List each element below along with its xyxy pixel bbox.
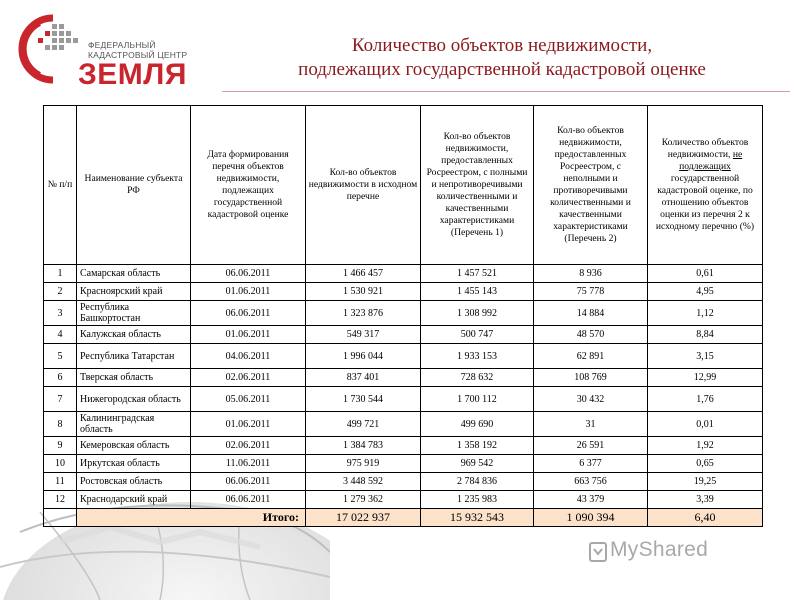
- cell-pct: 3,39: [648, 491, 763, 509]
- cell-subject: Калининградская область: [77, 412, 191, 437]
- total-pct: 6,40: [648, 509, 763, 527]
- cell-num: 12: [44, 491, 77, 509]
- cell-subject: Кемеровская область: [77, 437, 191, 455]
- cell-initial: 1 730 544: [306, 387, 421, 412]
- cell-subject: Ростовская область: [77, 473, 191, 491]
- cell-list1: 1 933 153: [421, 344, 534, 369]
- logo-wordmark: ЗЕМЛЯ: [78, 58, 187, 91]
- table-row: [44, 437, 763, 455]
- cell-list1: 1 358 192: [421, 437, 534, 455]
- total-blank-cell: [44, 509, 77, 527]
- cell-list2: 26 591: [534, 437, 648, 455]
- cell-subject: Нижегородская область: [77, 387, 191, 412]
- cell-date: 06.06.2011: [191, 473, 306, 491]
- cadastral-table: [43, 105, 763, 527]
- header-pct-underlined: не подлежащих: [679, 149, 743, 172]
- cell-initial: 3 448 592: [306, 473, 421, 491]
- table-row: [44, 326, 763, 344]
- header-list1: Кол-во объектов недвижимости, предоставленных Росреестром, с полными и непротиворечивыми количественными и качественными характеристиками (Перечень 1): [421, 106, 534, 265]
- cell-num: 4: [44, 326, 77, 344]
- cell-date: 01.06.2011: [191, 326, 306, 344]
- cell-num: 2: [44, 283, 77, 301]
- cell-initial: 549 317: [306, 326, 421, 344]
- header-pct-part1: Количество объектов недвижимости,: [661, 137, 749, 160]
- cell-date: 06.06.2011: [191, 301, 306, 326]
- cell-list2: 48 570: [534, 326, 648, 344]
- table-row: [44, 491, 763, 509]
- header-pct-part2: государственной кадастровой оценке, по отношению объектов оценки из перечня 2 к исходному перечню (%): [655, 173, 755, 232]
- cell-num: 10: [44, 455, 77, 473]
- cell-list2: 8 936: [534, 265, 648, 283]
- cell-num: 1: [44, 265, 77, 283]
- cell-num: 9: [44, 437, 77, 455]
- cell-num: 7: [44, 387, 77, 412]
- header-list2: Кол-во объектов недвижимости, предоставленных Росреестром, с неполными и противоречивыми количественными и качественными характеристиками (Перечень 2): [534, 106, 648, 265]
- cell-pct: 0,61: [648, 265, 763, 283]
- cell-list2: 6 377: [534, 455, 648, 473]
- table-row: [44, 265, 763, 283]
- cell-list2: 108 769: [534, 369, 648, 387]
- cell-subject: Краснодарский край: [77, 491, 191, 509]
- cell-subject: Иркутская область: [77, 455, 191, 473]
- cell-list1: 500 747: [421, 326, 534, 344]
- cell-pct: 8,84: [648, 326, 763, 344]
- cell-initial: 1 996 044: [306, 344, 421, 369]
- logo-line2: КАДАСТРОВЫЙ ЦЕНТР: [88, 50, 188, 60]
- cell-list1: 2 784 836: [421, 473, 534, 491]
- cell-date: 11.06.2011: [191, 455, 306, 473]
- table-body: [44, 265, 763, 527]
- title-divider: [222, 91, 790, 92]
- header-num: № п/п: [44, 106, 77, 265]
- title-line2: подлежащих государственной кадастровой оценке: [298, 59, 706, 80]
- cell-list1: 728 632: [421, 369, 534, 387]
- cell-list2: 31: [534, 412, 648, 437]
- cell-initial: 975 919: [306, 455, 421, 473]
- cell-num: 8: [44, 412, 77, 437]
- cell-pct: 0,01: [648, 412, 763, 437]
- total-list2: 1 090 394: [534, 509, 648, 527]
- total-list1: 15 932 543: [421, 509, 534, 527]
- header-date: Дата формирования перечня объектов недвижимости, подлежащих государственной кадастровой оценке: [191, 106, 306, 265]
- header-initial: Кол-во объектов недвижимости в исходном перечне: [306, 106, 421, 265]
- cell-list2: 43 379: [534, 491, 648, 509]
- cell-pct: 4,95: [648, 283, 763, 301]
- cell-list1: 1 308 992: [421, 301, 534, 326]
- total-label: Итого:: [77, 509, 306, 527]
- cell-initial: 1 323 876: [306, 301, 421, 326]
- cell-subject: Калужская область: [77, 326, 191, 344]
- cell-initial: 1 466 457: [306, 265, 421, 283]
- page-title: [222, 34, 782, 82]
- cell-initial: 499 721: [306, 412, 421, 437]
- cell-subject: Самарская область: [77, 265, 191, 283]
- cell-list2: 14 884: [534, 301, 648, 326]
- table-total-row: [44, 509, 763, 527]
- header-subject: Наименование субъекта РФ: [77, 106, 191, 265]
- cell-date: 06.06.2011: [191, 491, 306, 509]
- cell-pct: 0,65: [648, 455, 763, 473]
- cell-list1: 969 542: [421, 455, 534, 473]
- table-header-row: [44, 106, 763, 265]
- cell-pct: 1,92: [648, 437, 763, 455]
- cell-pct: 1,12: [648, 301, 763, 326]
- logo: [18, 14, 203, 91]
- table-row: [44, 301, 763, 326]
- table-row: [44, 387, 763, 412]
- cell-pct: 3,15: [648, 344, 763, 369]
- cell-list1: 1 235 983: [421, 491, 534, 509]
- table-row: [44, 412, 763, 437]
- cell-date: 01.06.2011: [191, 283, 306, 301]
- cell-initial: 1 384 783: [306, 437, 421, 455]
- cell-num: 6: [44, 369, 77, 387]
- watermark-icon: [588, 541, 608, 563]
- cell-list2: 30 432: [534, 387, 648, 412]
- logo-subtitle: [88, 40, 218, 60]
- table-row: [44, 369, 763, 387]
- cell-initial: 837 401: [306, 369, 421, 387]
- cell-list1: 1 700 112: [421, 387, 534, 412]
- cell-list2: 62 891: [534, 344, 648, 369]
- cell-date: 06.06.2011: [191, 265, 306, 283]
- cell-initial: 1 530 921: [306, 283, 421, 301]
- cell-pct: 12,99: [648, 369, 763, 387]
- cell-num: 5: [44, 344, 77, 369]
- cell-date: 01.06.2011: [191, 412, 306, 437]
- title-line1: Количество объектов недвижимости,: [351, 35, 653, 56]
- cell-date: 04.06.2011: [191, 344, 306, 369]
- cell-initial: 1 279 362: [306, 491, 421, 509]
- total-initial: 17 022 937: [306, 509, 421, 527]
- cell-num: 3: [44, 301, 77, 326]
- cell-list1: 499 690: [421, 412, 534, 437]
- cell-list2: 75 778: [534, 283, 648, 301]
- cell-subject: Республика Татарстан: [77, 344, 191, 369]
- logo-line1: ФЕДЕРАЛЬНЫЙ: [88, 40, 156, 50]
- table-row: [44, 344, 763, 369]
- cell-pct: 19,25: [648, 473, 763, 491]
- cell-pct: 1,76: [648, 387, 763, 412]
- cell-list1: 1 455 143: [421, 283, 534, 301]
- cell-list2: 663 756: [534, 473, 648, 491]
- table-row: [44, 455, 763, 473]
- cell-subject: Тверская область: [77, 369, 191, 387]
- cell-list1: 1 457 521: [421, 265, 534, 283]
- cell-subject: Красноярский край: [77, 283, 191, 301]
- header-pct: [648, 106, 763, 265]
- cell-date: 02.06.2011: [191, 437, 306, 455]
- table-row: [44, 473, 763, 491]
- cell-date: 02.06.2011: [191, 369, 306, 387]
- watermark-text: MyShared: [610, 538, 709, 561]
- table-row: [44, 283, 763, 301]
- cell-subject: Республика Башкортостан: [77, 301, 191, 326]
- cell-num: 11: [44, 473, 77, 491]
- cell-date: 05.06.2011: [191, 387, 306, 412]
